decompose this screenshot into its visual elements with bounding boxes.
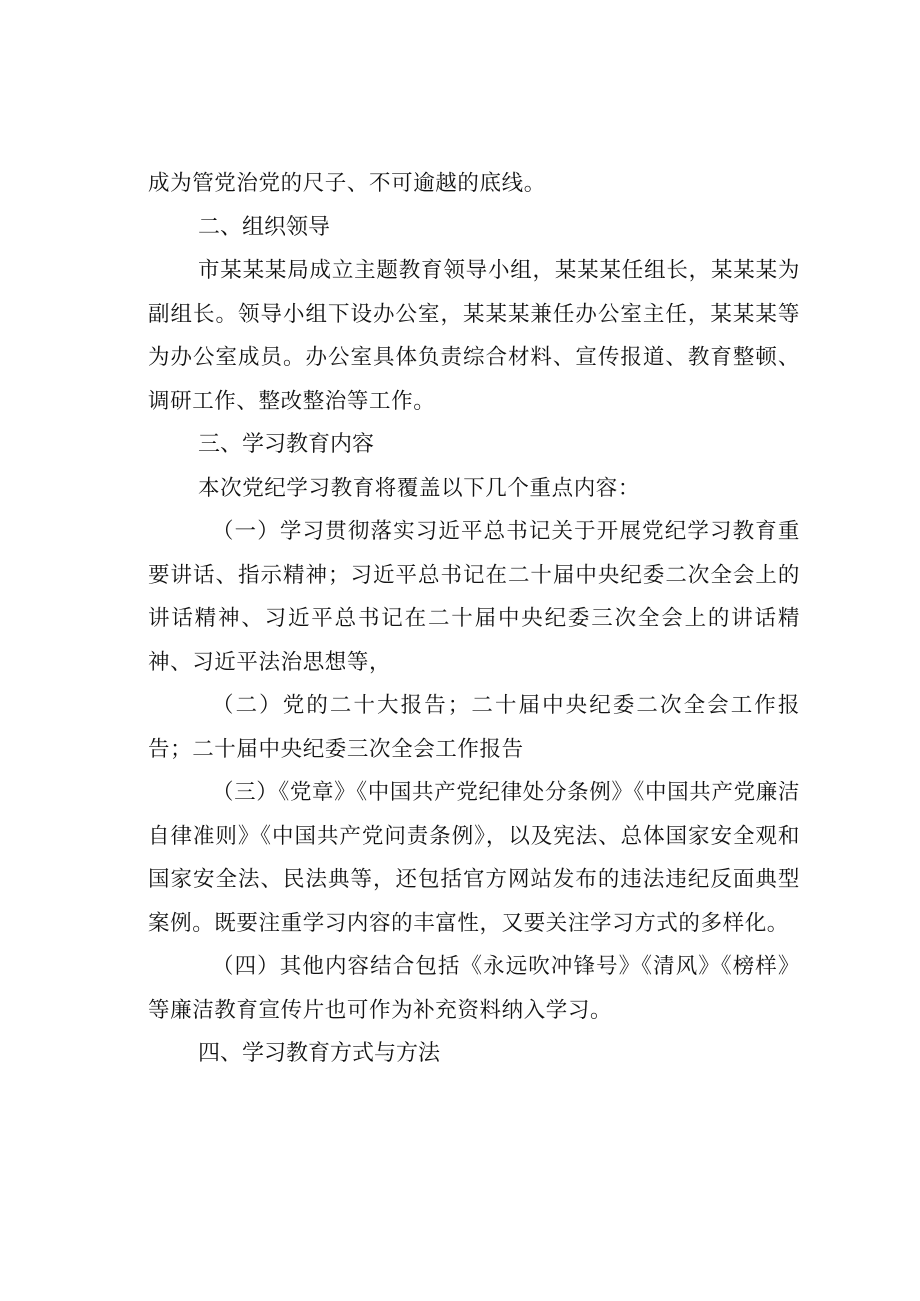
section-heading-methods: 四、学习教育方式与方法 bbox=[198, 1041, 441, 1066]
paragraph-continuation: 成为管党治党的尺子、不可逾越的底线。 bbox=[148, 171, 546, 196]
paragraph-item-2: （二）党的二十大报告；二十届中央纪委二次全会工作报告；二十届中央纪委三次全会工作报告 bbox=[148, 693, 800, 762]
paragraph-leadership: 市某某某局成立主题教育领导小组，某某某任组长，某某某为副组长。领导小组下设办公室，某某某兼任办公室主任，某某某等为办公室成员。办公室具体负责综合材料、宣传报道、教育整顿、调研工作、整改整治等工作。 bbox=[148, 258, 800, 414]
paragraph-item-4: （四）其他内容结合包括《永远吹冲锋号》《清风》《榜样》等廉洁教育宣传片也可作为补充资料纳入学习。 bbox=[148, 954, 800, 1023]
paragraph-item-1: （一）学习贯彻落实习近平总书记关于开展党纪学习教育重要讲话、指示精神；习近平总书记在二十届中央纪委二次全会上的讲话精神、习近平总书记在二十届中央纪委三次全会上的讲话精神、习近平法治思想等， bbox=[148, 519, 800, 675]
paragraph-item-3: （三）《党章》《中国共产党纪律处分条例》《中国共产党廉洁自律准则》《中国共产党问责条例》，以及宪法、总体国家安全观和国家安全法、民法典等，还包括官方网站发布的违法违纪反面典型案例。既要注重学习内容的丰富性，又要关注学习方式的多样化。 bbox=[148, 780, 800, 936]
paragraph-overview: 本次党纪学习教育将覆盖以下几个重点内容： bbox=[198, 475, 641, 501]
section-heading-organization: 二、组织领导 bbox=[198, 214, 331, 240]
section-heading-content: 三、学习教育内容 bbox=[198, 432, 375, 457]
document-page bbox=[148, 162, 800, 1076]
